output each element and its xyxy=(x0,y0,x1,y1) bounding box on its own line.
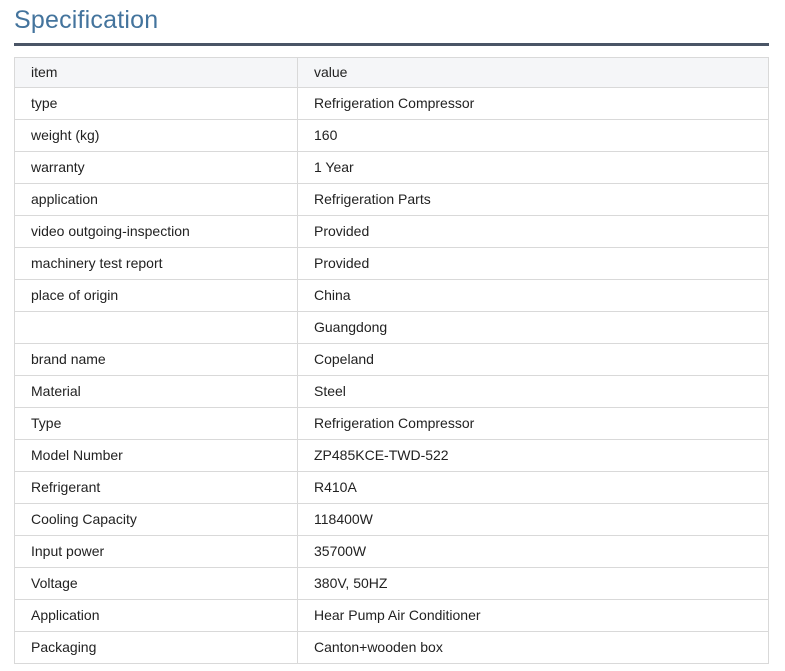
spec-item-cell: Type xyxy=(15,407,298,439)
spec-value-cell: Refrigeration Compressor xyxy=(298,87,769,119)
spec-value-cell: Guangdong xyxy=(298,311,769,343)
table-row xyxy=(15,439,769,471)
spec-value-cell: 160 xyxy=(298,119,769,151)
spec-item-cell: Application xyxy=(15,599,298,631)
spec-value-cell: Provided xyxy=(298,215,769,247)
spec-table-body xyxy=(15,87,769,663)
title-underline-rule xyxy=(14,43,769,46)
spec-value-cell: R410A xyxy=(298,471,769,503)
table-row xyxy=(15,311,769,343)
spec-value-cell: 118400W xyxy=(298,503,769,535)
table-header-row xyxy=(15,57,769,87)
table-row xyxy=(15,631,769,663)
table-row xyxy=(15,119,769,151)
spec-item-cell xyxy=(15,311,298,343)
spec-value-cell: Refrigeration Compressor xyxy=(298,407,769,439)
table-row xyxy=(15,151,769,183)
spec-item-cell: brand name xyxy=(15,343,298,375)
spec-item-cell: Packaging xyxy=(15,631,298,663)
spec-item-cell: type xyxy=(15,87,298,119)
spec-item-cell: Material xyxy=(15,375,298,407)
spec-item-cell: Input power xyxy=(15,535,298,567)
table-row xyxy=(15,279,769,311)
spec-item-cell: Model Number xyxy=(15,439,298,471)
table-row xyxy=(15,183,769,215)
table-row xyxy=(15,407,769,439)
spec-value-cell: Hear Pump Air Conditioner xyxy=(298,599,769,631)
spec-table xyxy=(14,57,769,664)
spec-item-cell: weight (kg) xyxy=(15,119,298,151)
table-row xyxy=(15,567,769,599)
item-column-header: item xyxy=(15,57,298,87)
spec-value-cell: Refrigeration Parts xyxy=(298,183,769,215)
spec-value-cell: 1 Year xyxy=(298,151,769,183)
spec-value-cell: Canton+wooden box xyxy=(298,631,769,663)
spec-item-cell: place of origin xyxy=(15,279,298,311)
spec-value-cell: Provided xyxy=(298,247,769,279)
table-row xyxy=(15,215,769,247)
spec-value-cell: Steel xyxy=(298,375,769,407)
spec-item-cell: Voltage xyxy=(15,567,298,599)
table-row xyxy=(15,599,769,631)
spec-item-cell: warranty xyxy=(15,151,298,183)
table-row xyxy=(15,535,769,567)
spec-value-cell: 380V, 50HZ xyxy=(298,567,769,599)
table-row xyxy=(15,87,769,119)
spec-value-cell: Copeland xyxy=(298,343,769,375)
spec-item-cell: Refrigerant xyxy=(15,471,298,503)
spec-value-cell: China xyxy=(298,279,769,311)
spec-table-header xyxy=(15,57,769,87)
spec-value-cell: ZP485KCE-TWD-522 xyxy=(298,439,769,471)
table-row xyxy=(15,343,769,375)
table-row xyxy=(15,247,769,279)
spec-item-cell: application xyxy=(15,183,298,215)
value-column-header: value xyxy=(298,57,769,87)
spec-item-cell: video outgoing-inspection xyxy=(15,215,298,247)
table-row xyxy=(15,375,769,407)
table-row xyxy=(15,471,769,503)
table-row xyxy=(15,503,769,535)
spec-item-cell: Cooling Capacity xyxy=(15,503,298,535)
spec-value-cell: 35700W xyxy=(298,535,769,567)
page-title: Specification xyxy=(14,6,159,34)
spec-item-cell: machinery test report xyxy=(15,247,298,279)
